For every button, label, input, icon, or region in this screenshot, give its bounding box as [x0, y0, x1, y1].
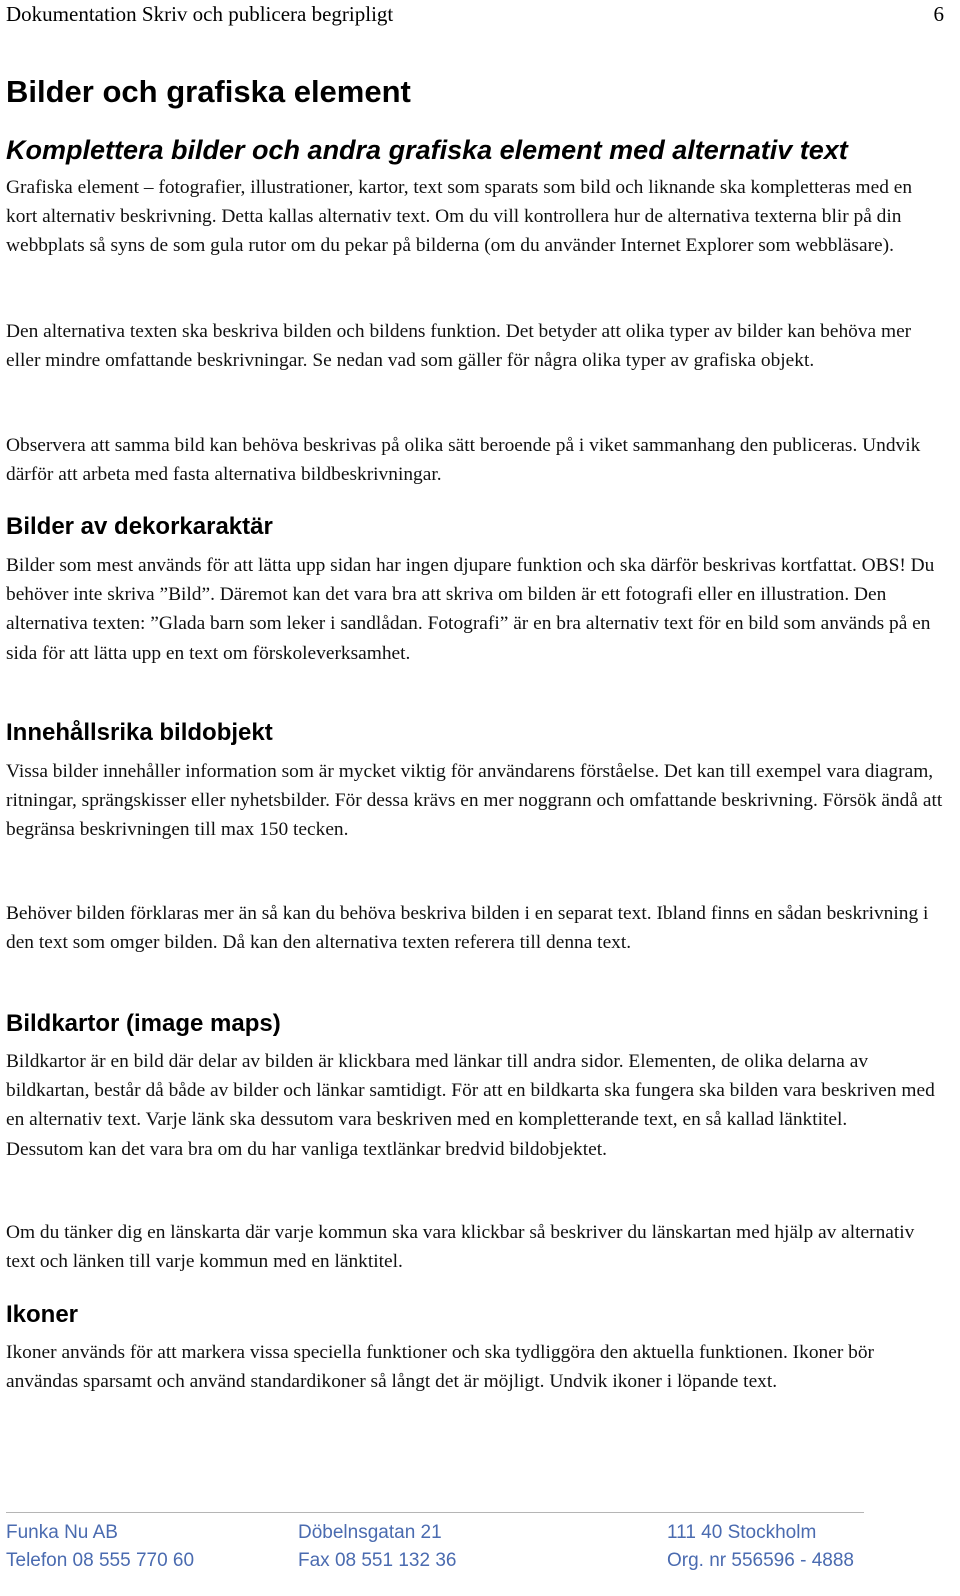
imagemaps-paragraph-2	[6, 1218, 946, 1276]
imagemaps-paragraph-1	[6, 1047, 946, 1164]
intro-paragraph-1	[6, 173, 946, 261]
paragraph-text: Grafiska element – fotografier, illustrationer, kartor, text som sparats som bild och liknande ska kompletteras med en kort alternativ beskrivning. Detta kallas alternativ text. Om du vill kontrollera hur de alternativa texterna blir på din webbplats så syns de som gula rutor om du pekar på bilderna (om du använder Internet Explorer som webbläsare).	[6, 177, 913, 257]
subheading: Komplettera bilder och andra grafiska element med alternativ text	[6, 135, 848, 165]
header-title: Dokumentation Skriv och publicera begripligt	[6, 2, 394, 26]
footer-org-number: Org. nr 556596 - 4888	[667, 1550, 854, 1571]
paragraph-text: Observera att samma bild kan behöva beskrivas på olika sätt beroende på i viket sammanhang den publiceras. Undvik därför att arbeta med fasta alternativa bildbeskrivningar.	[6, 435, 921, 486]
paragraph-text: Dessutom kan det vara bra om du har vanliga textlänkar bredvid bildobjektet.	[6, 1138, 607, 1160]
paragraph-text: Vissa bilder innehåller information som är mycket viktig för användarens förståelse. Det kan till exempel vara diagram, ritningar, sprängskisser eller nyhetsbilder. För dessa krävs en mer noggrann och omfattande beskrivning. Försök ändå att begränsa beskrivningen till max 150 tecken.	[6, 761, 943, 841]
intro-paragraph-2	[6, 317, 946, 375]
section-heading-imagemaps: Bildkartor (image maps)	[6, 1010, 281, 1037]
running-header	[6, 0, 944, 28]
rich-paragraph-2	[6, 899, 946, 957]
page-number: 6	[933, 2, 944, 26]
footer-company: Funka Nu AB	[6, 1522, 118, 1543]
paragraph-text: Bilder som mest används för att lätta upp sidan har ingen djupare funktion och ska därför beskrivas kortfattat. OBS! Du behöver inte skriva ”Bild”. Däremot kan det vara bra att skriva om bilden är ett fotografi eller en illustration. Den alternativa texten: ”Glada barn som leker i sandlådan. Fotografi” är en bra alternativ text för en bild som används på en sida för att lätta upp en text om förskoleverksamhet.	[6, 555, 935, 664]
icons-paragraph	[6, 1338, 946, 1396]
paragraph-text: Ikoner används för att markera vissa speciella funktioner och ska tydliggöra den aktuella funktionen. Ikoner bör användas sparsamt och använd standardikoner så långt det är möjligt. Undvik ikoner i löpande text.	[6, 1342, 874, 1393]
section-heading-rich: Innehållsrika bildobjekt	[6, 719, 273, 746]
footer-street: Döbelnsgatan 21	[298, 1522, 442, 1543]
paragraph-text: Bildkartor är en bild där delar av bilden är klickbara med länkar till andra sidor. Elementen, de olika delarna av bildkartan, består då både av bilder och länkar samtidigt. För att en bildkarta ska fungera ska bilden vara beskriven med en alternativ text. Varje länk ska dessutom vara beskriven med en kompletterande text, en så kallad länktitel.	[6, 1051, 935, 1131]
page-title: Bilder och grafiska element	[6, 74, 411, 109]
footer-row-2	[6, 1547, 886, 1575]
footer-phone: Telefon 08 555 770 60	[6, 1550, 195, 1571]
footer-fax: Fax 08 551 132 36	[298, 1550, 457, 1571]
decorative-paragraph	[6, 551, 946, 668]
footer-divider	[6, 1512, 864, 1513]
footer-city: 111 40 Stockholm	[667, 1522, 817, 1543]
section-heading-decorative: Bilder av dekorkaraktär	[6, 513, 273, 540]
intro-paragraph-3	[6, 431, 946, 489]
rich-paragraph-1	[6, 757, 946, 845]
page-footer	[6, 1519, 886, 1575]
paragraph-text: Behöver bilden förklaras mer än så kan du behöva beskriva bilden i en separat text. Ibland finns en sådan beskrivning i den text som omger bilden. Då kan den alternativa texten referera till denna text.	[6, 903, 929, 954]
footer-row-1	[6, 1519, 886, 1547]
section-heading-icons: Ikoner	[6, 1301, 79, 1328]
paragraph-text: Om du tänker dig en länskarta där varje kommun ska vara klickbar så beskriver du länskartan med hjälp av alternativ text och länken till varje kommun med en länktitel.	[6, 1222, 915, 1273]
paragraph-text: Den alternativa texten ska beskriva bilden och bildens funktion. Det betyder att olika typer av bilder kan behöva mer eller mindre omfattande beskrivningar. Se nedan vad som gäller för några olika typer av grafiska objekt.	[6, 321, 912, 372]
